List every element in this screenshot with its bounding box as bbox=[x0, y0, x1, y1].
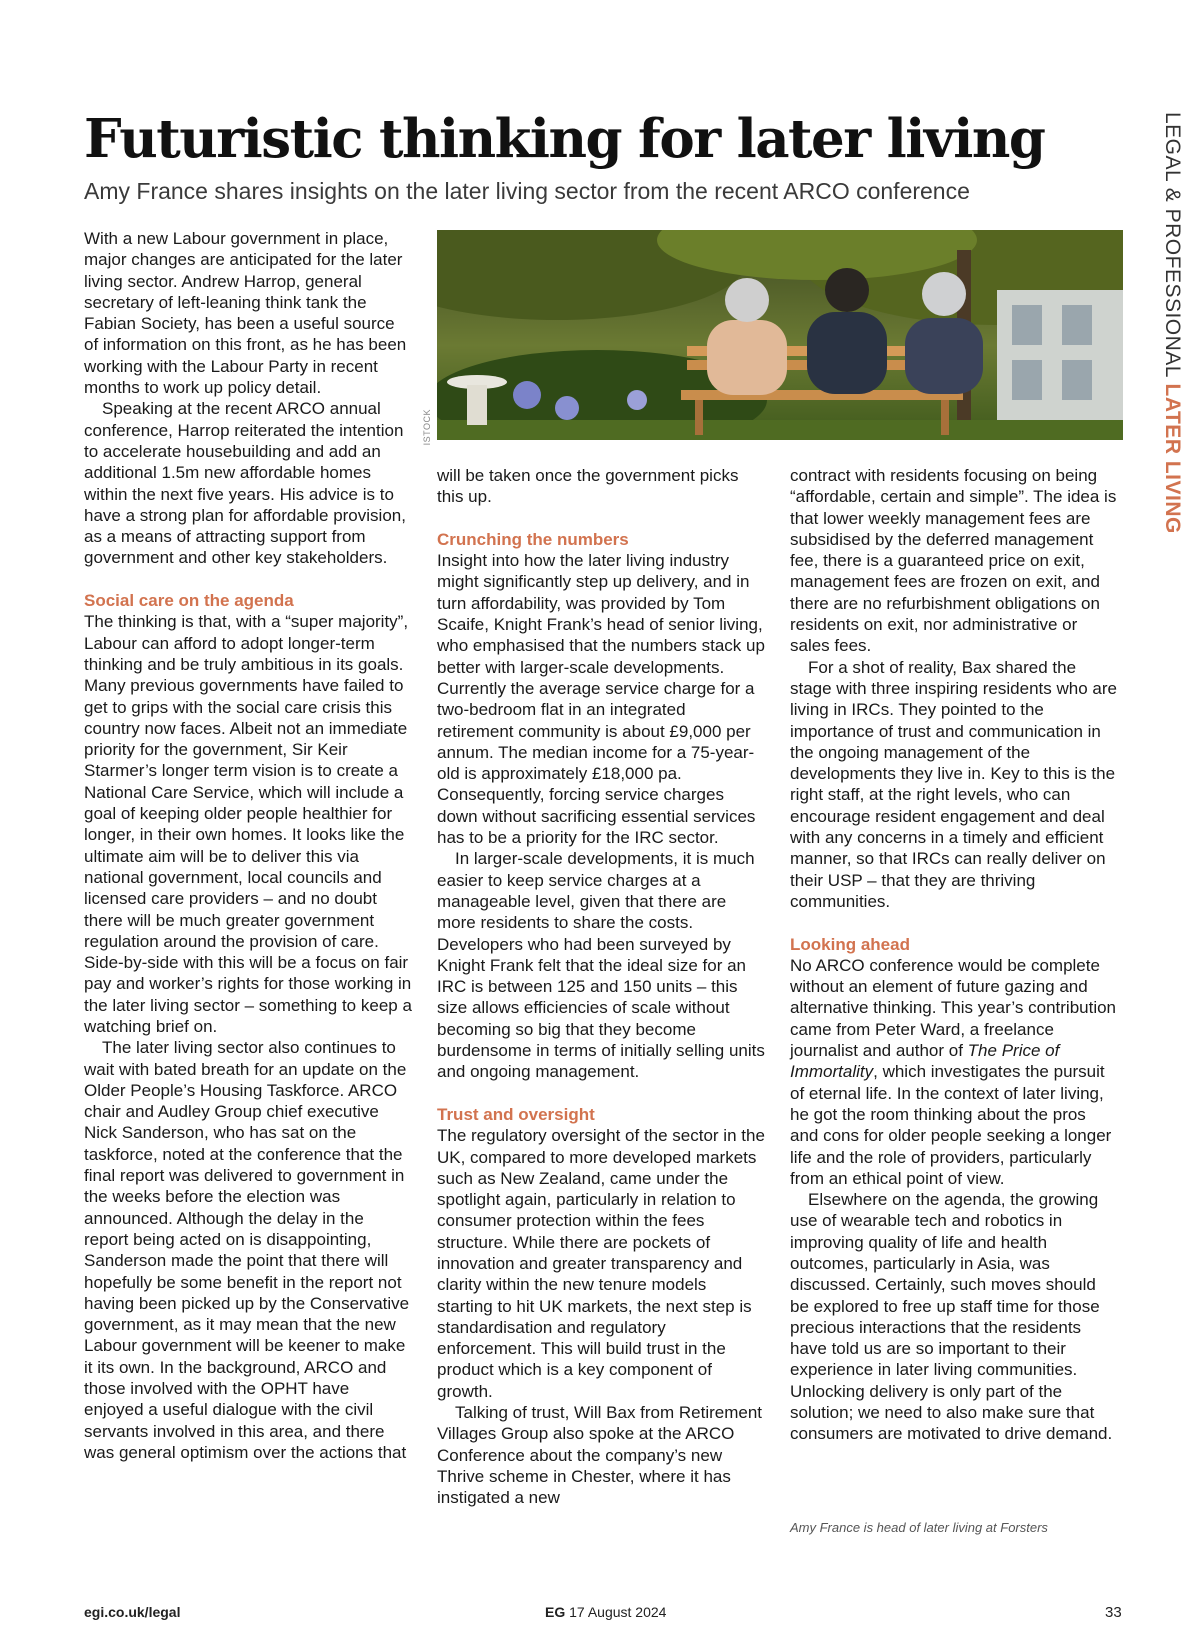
subheading-crunching-numbers: Crunching the numbers bbox=[437, 529, 629, 549]
footer-date: 17 August 2024 bbox=[565, 1604, 667, 1620]
footer-issue bbox=[545, 1604, 666, 1620]
article-column-3 bbox=[790, 465, 1118, 1445]
article-column-1 bbox=[84, 228, 412, 1463]
subheading-looking-ahead: Looking ahead bbox=[790, 934, 910, 954]
body-text: No ARCO conference would be complete without an element of future gazing and alternative thinking. This year’s contribution came from Peter Ward, a freelance journalist and author of bbox=[790, 955, 1117, 1061]
footer-publication: EG bbox=[545, 1604, 566, 1620]
body-paragraph: Talking of trust, Will Bax from Retirement Villages Group also spoke at the ARCO Conference about the company’s new Thrive scheme in Chester, where it has instigated a new bbox=[437, 1403, 763, 1508]
article-photo bbox=[437, 230, 1123, 440]
body-paragraph: For a shot of reality, Bax shared the stage with three inspiring residents who are living in IRCs. They pointed to the importance of trust and communication in the ongoing management of the developments they live in. Key to this is the right staff, at the right levels, who can encourage resident engagement and deal with any concerns in a timely and efficient manner, so that IRCs can really deliver on their USP – that they are thriving communities. bbox=[790, 657, 1117, 911]
bench-scene-image bbox=[437, 230, 1123, 440]
body-paragraph: will be taken once the government picks this up. bbox=[437, 466, 739, 507]
footer-website: egi.co.uk/legal bbox=[84, 1604, 181, 1620]
subheading-trust-oversight: Trust and oversight bbox=[437, 1104, 595, 1124]
body-paragraph: contract with residents focusing on being “affordable, certain and simple”. The idea is that lower weekly management fees are subsidised by the deferred management fee, there is a guaranteed price on exit, management fees are frozen on exit, and there are no refurbishment obligations on residents on exit, nor administrative or sales fees. bbox=[790, 466, 1117, 656]
author-note: Amy France is head of later living at Forsters bbox=[790, 1520, 1048, 1535]
body-paragraph: Elsewhere on the agenda, the growing use of wearable tech and robotics in improving quality of life and health outcomes, particularly in Asia, was discussed. Certainly, such moves should be explored to free up staff time for those precious interactions that the residents have told us are so important to their experience in later living communities. Unlocking delivery is only part of the solution; we need to also make sure that consumers are motivated to drive demand. bbox=[790, 1190, 1113, 1444]
body-paragraph: The regulatory oversight of the sector in the UK, compared to more developed markets such as New Zealand, came under the spotlight again, particularly in relation to consumer protection within the fees structure. While there are pockets of innovation and greater transparency and clarity within the new tenure models starting to hit UK markets, the next step is standardisation and regulatory enforcement. This will build trust in the product which is a key component of growth. bbox=[437, 1126, 765, 1401]
body-paragraph: Insight into how the later living industry might significantly step up delivery, and in turn affordability, was provided by Tom Scaife, Knight Frank’s head of senior living, who emphasised that the numbers stack up better with larger-scale developments. Currently the average service charge for a two-bedroom flat in an integrated retirement community is about £9,000 per annum. The median income for a 75-year-old is approximately £18,000 pa. Consequently, forcing service charges down without sacrificing essential services has to be a priority for the IRC sector. bbox=[437, 551, 765, 848]
section-label-prefix: LEGAL & PROFESSIONAL bbox=[1161, 112, 1184, 384]
body-paragraph: With a new Labour government in place, major changes are anticipated for the later living sector. Andrew Harrop, general secretary of left-leaning think tank the Fabian Society, has been a useful source of information on this front, as he has been working with the Labour Party in recent months to work up policy detail. bbox=[84, 229, 407, 398]
page-number: 33 bbox=[1105, 1604, 1122, 1621]
body-paragraph: The later living sector also continues to wait with bated breath for an update on the Older People’s Housing Taskforce. ARCO chair and Audley Group chief executive Nick Sanderson, who has sat on the taskforce, noted at the conference that the final report was delivered to government in the weeks before the election was announced. Although the delay in the report being acted on is disappointing, Sanderson made the point that there will hopefully be some benefit in the report not having been picked up by the Conservative government, as it may mean that the new Labour government will be keener to make it its own. In the background, ARCO and those involved with the OPHT have enjoyed a useful dialogue with the civil servants involved in this area, and there was general optimism over the actions that bbox=[84, 1038, 410, 1462]
standfirst: Amy France shares insights on the later living sector from the recent ARCO conference bbox=[84, 178, 970, 204]
section-label-accent: LATER LIVING bbox=[1161, 383, 1184, 534]
section-label bbox=[1160, 112, 1184, 534]
body-paragraph bbox=[790, 955, 1118, 1189]
subheading-social-care: Social care on the agenda bbox=[84, 591, 294, 611]
body-paragraph: The thinking is that, with a “super majority”, Labour can afford to adopt longer-term thinking and be truly ambitious in its goals. Many previous governments have failed to get to grips with the social care crisis this country now faces. Albeit not an immediate priority for the government, Sir Keir Starmer’s longer term vision is to create a National Care Service, which will include a goal of keeping older people healthier for longer, in their own homes. It looks like the ultimate aim will be to deliver this via national government, local councils and licensed care providers – and no doubt there will be much greater government regulation around the provision of care. Side-by-side with this will be a focus on fair pay and worker’s rights for those working in the later living sector – something to keep a watching brief on. bbox=[84, 612, 412, 1036]
article-column-2 bbox=[437, 465, 765, 1509]
body-paragraph: In larger-scale developments, it is much easier to keep service charges at a manageable level, given that there are more residents to share the costs. Developers who had been surveyed by Knight Frank felt that the ideal size for an IRC is between 125 and 150 units – this size allows efficiencies of scale without becoming so big that they become burdensome in terms of initially selling units and ongoing management. bbox=[437, 849, 765, 1082]
headline: Futuristic thinking for later living bbox=[84, 108, 1045, 170]
photo-credit: ISTOCK bbox=[422, 409, 432, 446]
book-title: The Price of Immortality bbox=[790, 1041, 1060, 1082]
body-paragraph: Speaking at the recent ARCO annual conference, Harrop reiterated the intention to accelerate housebuilding and add an additional 1.5m new affordable homes within the next five years. His advice is to have a strong plan for affordable provision, as a means of attracting support from government and other key stakeholders. bbox=[84, 399, 406, 568]
body-text: , which investigates the pursuit of eternal life. In the context of later living, he got the room thinking about the pros and cons for older people seeking a longer life and the role of providers, particularly from an ethical point of view. bbox=[790, 1062, 1112, 1188]
